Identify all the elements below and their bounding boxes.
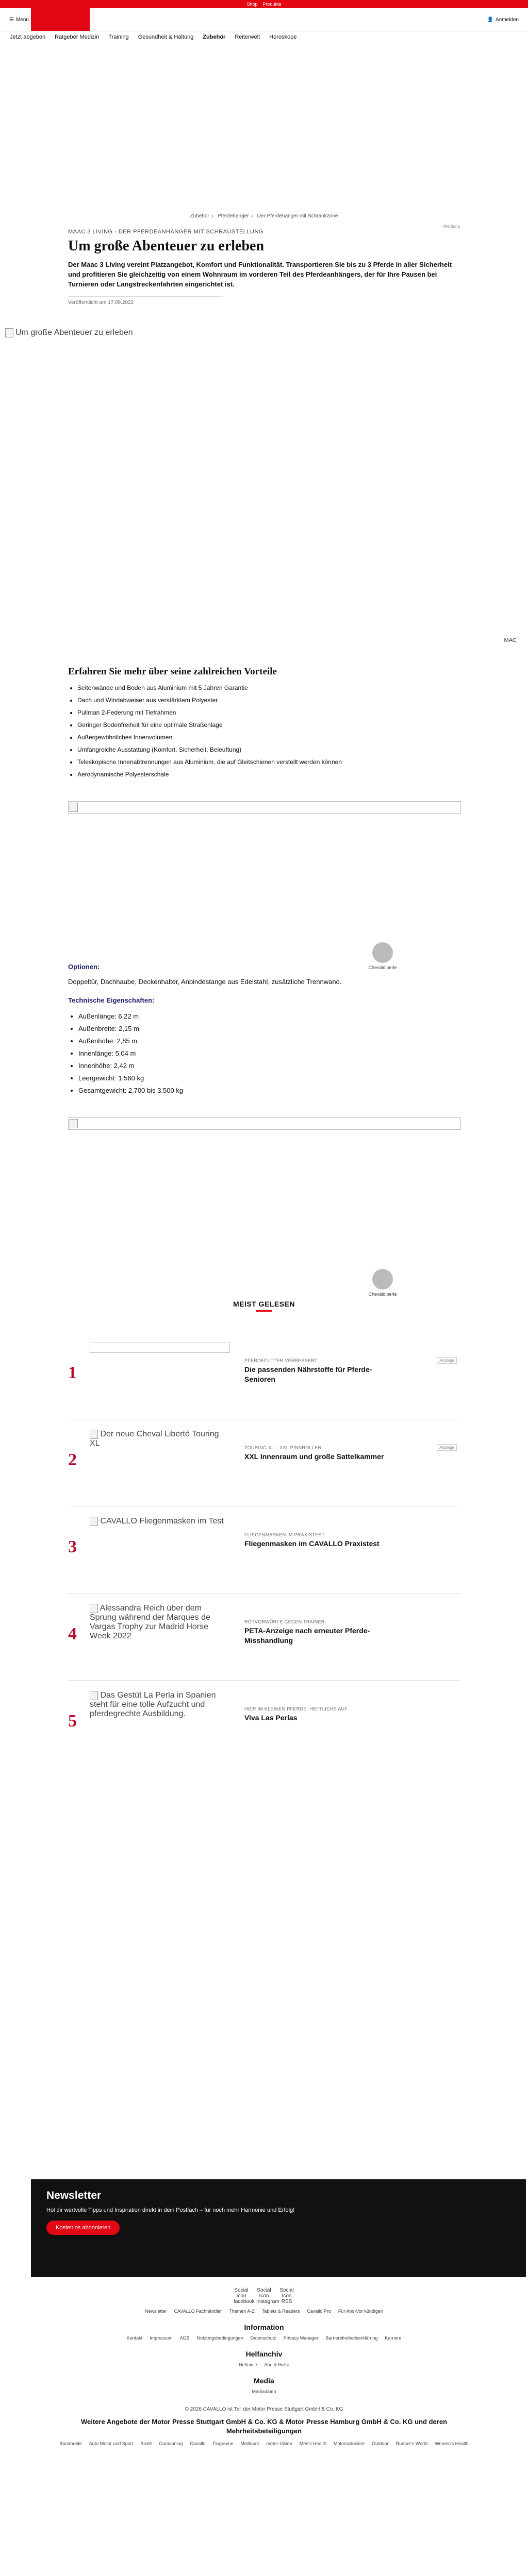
brand-link[interactable]: Women's Health: [435, 2441, 469, 2446]
brand-link[interactable]: Men's Health: [299, 2441, 327, 2446]
topbar-link-shop[interactable]: Shop: [246, 2, 258, 7]
broken-image-icon: [70, 803, 78, 812]
image-credit: Chevaldiperle: [367, 942, 398, 970]
item-kicker: PFERDEFUTTER VERBESSERT: [244, 1358, 318, 1363]
brand-link[interactable]: Bikelt: [140, 2441, 152, 2446]
footer-link[interactable]: Nutzungsbedingungen: [196, 2335, 243, 2341]
article-lead: Der Maac 3 Living vereint Platzangebot, Komfort und Funktionalität. Transportieren Sie bis zu 3 Pferde in aller Sicherheit und profitieren Sie gleichzeitig von einem Wohnraum im vorderen Teil des Pferdeanhängers, der für Ihre Pausen bei Turnieren oder Langstreckenfahrten eingerichtet ist.: [68, 261, 452, 288]
nav-item-gesundheit[interactable]: Gesundheit & Haltung: [138, 34, 194, 40]
article-image-2: [68, 1117, 461, 1130]
credit-avatar: [372, 942, 393, 963]
footer-link[interactable]: Kontakt: [126, 2335, 143, 2341]
list-item: • Umfangreiche Ausstattung (Komfort, Sicherheit, Beleuftung): [77, 743, 460, 756]
site-footer: [0, 2287, 528, 2446]
topbar-link-products[interactable]: Produkte: [262, 2, 282, 7]
footer-link[interactable]: Themen A-Z: [229, 2309, 255, 2314]
footer-link[interactable]: Tablets & Readers: [261, 2309, 300, 2314]
help-heading: Helfanchiv: [245, 2350, 283, 2358]
rss-icon[interactable]: Social Icon RSS: [279, 2287, 294, 2304]
item-kicker: TOURING XL – XXL PINNROLLEN: [244, 1445, 322, 1450]
login-label: Anmelden: [495, 16, 519, 23]
info-heading: Information: [244, 2323, 284, 2331]
list-item: • Aerodynamische Polyesterschale: [77, 768, 460, 781]
facebook-icon[interactable]: Social Icon facebook: [234, 2287, 255, 2304]
item-thumbnail[interactable]: Alessandra Reich über dem Sprung während der Marques de Vargas Trophy zur Madrid Horse Week 2022: [90, 1604, 210, 1641]
article-body: [68, 666, 460, 1300]
rank-number: 2: [68, 1450, 77, 1469]
list-item: • Geringer Bodenfreiheit für eine optimale Straßenlage: [77, 719, 460, 731]
list-item: • Außenbreite: 2,15 m: [78, 1023, 460, 1035]
advantages-title: Erfahren Sie mehr über seine zahlreichen Vorteile: [68, 666, 277, 677]
ad-tag: Anzeige: [437, 1357, 457, 1364]
most-read-title: MEIST GELESEN: [233, 1300, 295, 1308]
footer-link[interactable]: Datenschutz: [250, 2335, 276, 2341]
item-title[interactable]: Viva Las Perlas: [244, 1714, 298, 1722]
newsletter-subscribe-button[interactable]: Kostenlos abonnieren: [46, 2221, 120, 2235]
list-item: • Gesamtgewicht: 2.700 bis 3.500 kg: [78, 1084, 460, 1097]
brand-link[interactable]: Motorradonline: [334, 2441, 365, 2446]
brand-link[interactable]: Meilleurs: [240, 2441, 259, 2446]
site-header: [0, 8, 528, 31]
rank-number: 4: [68, 1624, 77, 1643]
item-title[interactable]: Fliegenmasken im CAVALLO Praxistest: [244, 1539, 380, 1548]
ad-tag: Anzeige: [437, 1444, 457, 1451]
ad-label: Werbung: [443, 224, 460, 229]
breadcrumb: Zubehör › Pferdehänger › Der Pferdehänger mit Schrankzone: [190, 213, 338, 219]
footer-link[interactable]: Privacy Manager: [283, 2335, 319, 2341]
item-title[interactable]: XXL Innenraum und große Sattelkammer: [244, 1452, 384, 1461]
nav-item-training[interactable]: Training: [108, 34, 129, 40]
brand-link[interactable]: Outdoor: [372, 2441, 389, 2446]
most-read-list: [68, 1332, 460, 1767]
item-thumbnail[interactable]: CAVALLO Fliegenmasken im Test: [90, 1517, 229, 1568]
brand-link[interactable]: Bandbreite: [59, 2441, 82, 2446]
more-offers-title: Weitere Angebote der Motor Presse Stuttgart GmbH & Co. KG & Motor Presse Hamburg GmbH & Co. KG und deren Mehrheitsbeteiligungen: [80, 2418, 448, 2435]
footer-link[interactable]: Abo & Hefte: [264, 2362, 290, 2367]
hero-alt-text: Um große Abenteuer zu erleben: [15, 328, 133, 337]
item-thumbnail[interactable]: [90, 1343, 229, 1394]
brand-link[interactable]: Runner's World: [395, 2441, 428, 2446]
most-read-item[interactable]: [68, 1681, 460, 1767]
most-read-item[interactable]: [68, 1332, 460, 1419]
tech-title: Technische Eigenschaften:: [68, 996, 155, 1004]
footer-link[interactable]: Mediadaten: [252, 2389, 276, 2394]
main-nav: [0, 31, 528, 43]
instagram-icon[interactable]: Social Icon Instagram: [256, 2287, 279, 2304]
list-item: • Innenhöhe: 2,42 m: [78, 1060, 460, 1072]
menu-label: Menü: [15, 16, 29, 23]
social-links: [0, 2287, 528, 2304]
user-icon: 👤: [487, 16, 493, 23]
footer-link[interactable]: Hefteinie: [238, 2362, 257, 2367]
article-image-1: [68, 801, 461, 814]
item-title[interactable]: PETA-Anzeige nach erneuter Pferde-Misshandlung: [244, 1626, 370, 1645]
footer-link[interactable]: CAVALLO Fachhändler: [174, 2309, 222, 2314]
footer-link[interactable]: Impressum: [150, 2335, 173, 2341]
copyright: © 2026 CAVALLO ist Teil der Motor Presse Stuttgart GmbH & Co. KG: [185, 2406, 343, 2412]
nav-item-reiterwelt[interactable]: Reiterwelt: [235, 34, 260, 40]
list-item: • Pullman 2-Federung mit Tiefrahmen: [77, 706, 460, 719]
nav-item-horoskope[interactable]: Horoskope: [269, 34, 297, 40]
list-item: • Leergewicht: 1.560 kg: [78, 1072, 460, 1084]
hamburger-icon: ☰: [9, 16, 14, 23]
list-item: • Innenlänge: 5,04 m: [78, 1047, 460, 1060]
list-item: • Außenhöhe: 2,85 m: [78, 1035, 460, 1047]
ad-slot-top: [0, 43, 528, 213]
newsletter-title: Newsletter: [46, 2190, 102, 2201]
most-read-item[interactable]: [68, 1506, 460, 1594]
newsletter-text: Hol dir wertvolle Tipps und Inspiration direkt in dein Postfach – für noch mehr Harmonie und Erfolg!: [46, 2207, 295, 2213]
rank-number: 1: [68, 1363, 77, 1382]
help-links: [0, 2362, 528, 2367]
options-title: Optionen:: [68, 963, 100, 971]
menu-button[interactable]: [9, 17, 29, 23]
item-kicker: FLIEGENMASKEN IM PRAXISTEST: [244, 1532, 325, 1537]
footer-link[interactable]: Für Abo-Vor kündigen: [338, 2309, 383, 2314]
footer-links: [0, 2309, 528, 2314]
brand-link[interactable]: Auto Motor und Sport: [89, 2441, 134, 2446]
brand-link[interactable]: Cavallo: [190, 2441, 206, 2446]
newsletter-box: [31, 2179, 526, 2277]
rank-number: 5: [68, 1711, 77, 1731]
advantages-list: [68, 682, 460, 781]
image-credit: Chevaldiperle: [367, 1269, 398, 1297]
list-item: • Außergewöhnliches Innenvolumen: [77, 731, 460, 743]
site-logo[interactable]: [31, 8, 90, 31]
article-kicker: MAAC 3 LIVING - DER PFERDEANHÄNGER MIT SCHRAUSTELLUNG: [68, 229, 263, 235]
footer-link[interactable]: Barrierefreiheitserklärung: [325, 2335, 378, 2341]
rank-number: 3: [68, 1537, 77, 1556]
media-links: [0, 2389, 528, 2394]
brand-link[interactable]: Flugrevue: [212, 2441, 234, 2446]
list-item: • Seitenwände und Boden aus Aluminium mit 5 Jahren Garantie: [77, 682, 460, 694]
item-thumbnail[interactable]: Das Gestüt La Perla in Spanien steht für eine tolle Aufzucht und pferdegrechte Ausbildung.: [90, 1691, 216, 1719]
breadcrumb-item[interactable]: Zubehör: [190, 213, 209, 219]
broken-image-icon: [70, 1119, 78, 1128]
item-title[interactable]: Die passenden Nährstoffe für Pferde-Senioren: [244, 1365, 372, 1383]
article: [68, 224, 460, 306]
footer-link[interactable]: Cavallo Pro: [307, 2309, 331, 2314]
credit-avatar: [372, 1269, 393, 1290]
footer-link[interactable]: Newsletter: [145, 2309, 167, 2314]
top-promo-bar: [0, 0, 528, 8]
hero-image: [5, 328, 521, 659]
footer-link[interactable]: AGB: [179, 2335, 190, 2341]
item-kicker: HIER IM KLEINEN PFERDE: HEFTLICHE AUF: [244, 1706, 348, 1711]
nav-item-jetzt-abgeben[interactable]: Jetzt abgeben: [10, 34, 46, 40]
list-item: • Dach und Windabweiser aus verstärktem Polyester: [77, 694, 460, 706]
item-thumbnail[interactable]: Der neue Cheval Liberté Touring XL: [90, 1430, 219, 1448]
nav-item-zubehoer[interactable]: Zubehör: [203, 34, 226, 40]
most-read-item[interactable]: [68, 1594, 460, 1681]
media-heading: Media: [254, 2377, 274, 2385]
side-badge: MAC: [504, 637, 517, 643]
nav-item-ratgeber-medizin[interactable]: Ratgeber Medizin: [55, 34, 100, 40]
info-links: [0, 2335, 528, 2341]
brand-links: [11, 2441, 517, 2446]
article-title: Um große Abenteuer zu erleben: [68, 238, 265, 254]
most-read-section: [68, 1300, 460, 1312]
footer-link[interactable]: Karriere: [385, 2335, 402, 2341]
tech-list: [68, 1010, 460, 1097]
title-underline: [256, 1310, 272, 1312]
login-button[interactable]: [487, 17, 519, 23]
broken-image-icon: [5, 328, 13, 337]
list-item: • Außenlänge: 6,22 m: [78, 1010, 460, 1023]
most-read-item[interactable]: [68, 1419, 460, 1506]
brand-link[interactable]: motor-Vision: [266, 2441, 292, 2446]
brand-link[interactable]: Caravaning: [159, 2441, 183, 2446]
breadcrumb-item[interactable]: Pferdehänger: [217, 213, 249, 219]
list-item: • Teleskopische Innenabtrennungen aus Aluminium, die auf Gleitschienen verstellt werden können: [77, 756, 460, 768]
publish-date: Veröffentlicht am 17.09.2022: [68, 296, 223, 306]
item-kicker: ROTVORWÜRFE GEGEN TRAINER: [244, 1619, 325, 1624]
breadcrumb-item[interactable]: Der Pferdehänger mit Schrankzone: [257, 213, 338, 219]
options-text: Doppeltür, Dachhaube, Deckenhalter, Anbindestange aus Edelstahl, zusätzliche Trennwand.: [68, 978, 342, 986]
